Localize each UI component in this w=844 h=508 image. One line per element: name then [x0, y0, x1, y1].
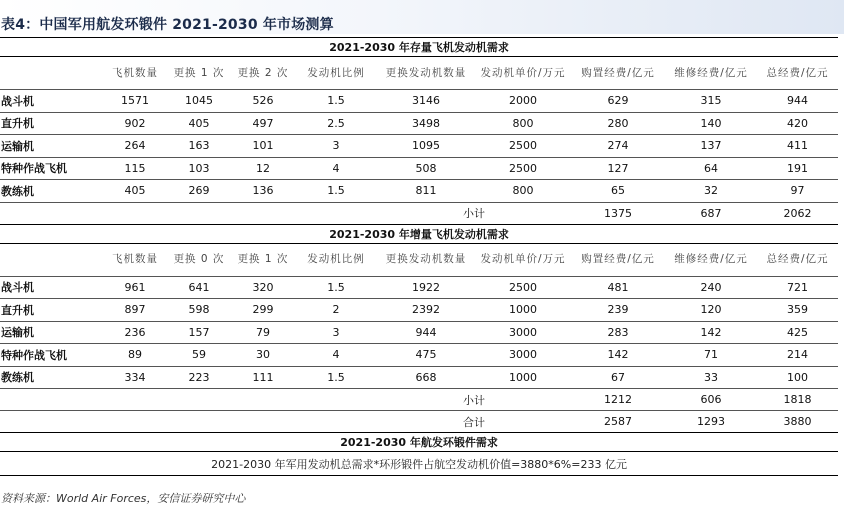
table-cell: 89	[103, 344, 167, 367]
row-label: 教练机	[0, 366, 103, 389]
section-title-row	[0, 433, 838, 452]
table-cell: 163	[167, 135, 231, 158]
table-cell: 497	[231, 112, 295, 135]
header-row	[0, 243, 838, 276]
subtotal-row	[0, 202, 838, 224]
table-cell: 334	[103, 366, 167, 389]
table-cell: 944	[757, 90, 838, 113]
column-header: 维修经费/亿元	[674, 253, 748, 265]
table-cell: 3	[295, 135, 377, 158]
column-header: 总经费/亿元	[766, 66, 829, 79]
table-cell: 30	[231, 344, 295, 367]
table-cell: 1.5	[295, 366, 377, 389]
table-cell: 2000	[475, 90, 571, 113]
row-label: 运输机	[0, 321, 103, 344]
table-cell: 1922	[377, 276, 475, 299]
table-cell: 1000	[475, 299, 571, 322]
table-title: 表4：中国军用航发环锻件 2021-2030 年市场测算	[1, 17, 334, 33]
column-header: 更换发动机数量	[385, 66, 467, 79]
table-cell: 425	[757, 321, 838, 344]
blank-cell	[0, 389, 377, 411]
table-cell: 721	[757, 276, 838, 299]
table-cell: 115	[103, 157, 167, 180]
subtotal-row	[0, 389, 838, 411]
table-cell: 359	[757, 299, 838, 322]
table-cell: 1571	[103, 90, 167, 113]
table-cell: 320	[231, 276, 295, 299]
table-cell: 264	[103, 135, 167, 158]
table-cell: 2500	[475, 135, 571, 158]
header-row	[0, 57, 838, 90]
subtotal-purchase: 1212	[571, 389, 665, 411]
row-label: 直升机	[0, 299, 103, 322]
table-cell: 142	[571, 344, 665, 367]
column-header: 总经费/亿元	[766, 253, 829, 265]
table-cell: 897	[103, 299, 167, 322]
section-title: 2021-2030 年航发环锻件需求	[0, 433, 838, 452]
table-cell: 3000	[475, 321, 571, 344]
section-title-row	[0, 224, 838, 243]
column-header: 更换 1 次	[237, 253, 289, 265]
table-cell: 71	[665, 344, 757, 367]
table-cell: 4	[295, 344, 377, 367]
table-cell: 4	[295, 157, 377, 180]
table-cell: 136	[231, 180, 295, 203]
table-cell: 12	[231, 157, 295, 180]
table-row	[0, 157, 838, 180]
table-row	[0, 112, 838, 135]
section-title: 2021-2030 年存量飞机发动机需求	[0, 38, 838, 57]
table-cell: 629	[571, 90, 665, 113]
column-header: 发动机单价/万元	[480, 66, 566, 79]
column-header: 购置经费/亿元	[581, 253, 655, 265]
table-cell: 120	[665, 299, 757, 322]
table-cell: 405	[103, 180, 167, 203]
table-cell: 67	[571, 366, 665, 389]
table-cell: 811	[377, 180, 475, 203]
table-cell: 274	[571, 135, 665, 158]
column-header: 飞机数量	[112, 66, 158, 79]
table-row	[0, 366, 838, 389]
table-cell: 405	[167, 112, 231, 135]
blank-cell	[0, 202, 377, 224]
table-cell: 902	[103, 112, 167, 135]
table-cell: 142	[665, 321, 757, 344]
table-cell: 64	[665, 157, 757, 180]
table-cell: 668	[377, 366, 475, 389]
table-cell: 100	[757, 366, 838, 389]
subtotal-repair: 606	[665, 389, 757, 411]
table-row	[0, 135, 838, 158]
table-cell: 191	[757, 157, 838, 180]
column-header: 更换发动机数量	[385, 253, 467, 265]
subtotal-total: 1818	[757, 389, 838, 411]
table-cell: 280	[571, 112, 665, 135]
row-label: 教练机	[0, 180, 103, 203]
table-row	[0, 90, 838, 113]
table-cell: 2.5	[295, 112, 377, 135]
table-cell: 1.5	[295, 180, 377, 203]
total-row	[0, 411, 838, 433]
table-cell: 2392	[377, 299, 475, 322]
table-cell: 240	[665, 276, 757, 299]
table-cell: 223	[167, 366, 231, 389]
table-cell: 3000	[475, 344, 571, 367]
table-cell: 2	[295, 299, 377, 322]
subtotal-total: 2062	[757, 202, 838, 224]
table-cell: 3498	[377, 112, 475, 135]
column-header: 发动机比例	[307, 253, 365, 265]
table-cell: 2500	[475, 276, 571, 299]
table-cell: 239	[571, 299, 665, 322]
column-header: 发动机单价/万元	[480, 253, 566, 265]
table-cell: 481	[571, 276, 665, 299]
row-label: 战斗机	[0, 276, 103, 299]
ring-forging-note: 2021-2030 年军用发动机总需求*环形锻件占航空发动机价值=3880*6%=233 亿元	[0, 452, 838, 476]
total-purchase: 2587	[571, 411, 665, 433]
table-cell: 1045	[167, 90, 231, 113]
table-cell: 598	[167, 299, 231, 322]
row-label: 战斗机	[0, 90, 103, 113]
column-header: 更换 0 次	[173, 253, 225, 265]
table-cell: 157	[167, 321, 231, 344]
table-cell: 127	[571, 157, 665, 180]
table-cell: 79	[231, 321, 295, 344]
table-cell: 97	[757, 180, 838, 203]
table-cell: 1000	[475, 366, 571, 389]
table-cell: 299	[231, 299, 295, 322]
subtotal-purchase: 1375	[571, 202, 665, 224]
column-header: 维修经费/亿元	[674, 66, 748, 79]
table-row	[0, 299, 838, 322]
table-cell: 140	[665, 112, 757, 135]
table-cell: 411	[757, 135, 838, 158]
total-total: 3880	[757, 411, 838, 433]
table-cell: 33	[665, 366, 757, 389]
table-cell: 961	[103, 276, 167, 299]
row-label: 特种作战飞机	[0, 157, 103, 180]
table-cell: 944	[377, 321, 475, 344]
table-cell: 65	[571, 180, 665, 203]
table-cell: 137	[665, 135, 757, 158]
section-title: 2021-2030 年增量飞机发动机需求	[0, 224, 838, 243]
table-cell: 526	[231, 90, 295, 113]
table-cell: 59	[167, 344, 231, 367]
table-cell: 800	[475, 180, 571, 203]
table-cell: 508	[377, 157, 475, 180]
table-cell: 641	[167, 276, 231, 299]
row-label: 运输机	[0, 135, 103, 158]
section-title-row	[0, 38, 838, 57]
table-cell: 101	[231, 135, 295, 158]
subtotal-label: 小计	[377, 389, 571, 411]
table-cell: 3146	[377, 90, 475, 113]
subtotal-label: 小计	[377, 202, 571, 224]
market-estimate-table	[0, 37, 838, 476]
table-cell: 1.5	[295, 90, 377, 113]
table-row	[0, 180, 838, 203]
column-header: 购置经费/亿元	[581, 66, 655, 79]
table-cell: 3	[295, 321, 377, 344]
note-row	[0, 452, 838, 476]
table-cell: 800	[475, 112, 571, 135]
table-row	[0, 344, 838, 367]
table-cell: 1.5	[295, 276, 377, 299]
table-cell: 1095	[377, 135, 475, 158]
table-cell: 214	[757, 344, 838, 367]
row-label: 特种作战飞机	[0, 344, 103, 367]
table-cell: 420	[757, 112, 838, 135]
column-header: 飞机数量	[112, 253, 158, 265]
column-header	[0, 243, 103, 276]
table-cell: 111	[231, 366, 295, 389]
column-header: 发动机比例	[307, 66, 365, 79]
table-row	[0, 276, 838, 299]
table-cell: 283	[571, 321, 665, 344]
blank-cell	[0, 411, 377, 433]
subtotal-repair: 687	[665, 202, 757, 224]
table-cell: 269	[167, 180, 231, 203]
table-cell: 315	[665, 90, 757, 113]
table-row	[0, 321, 838, 344]
table-cell: 103	[167, 157, 231, 180]
table-cell: 2500	[475, 157, 571, 180]
table-cell: 32	[665, 180, 757, 203]
source-note: 资料来源：World Air Forces，安信证券研究中心	[1, 492, 246, 505]
table-cell: 475	[377, 344, 475, 367]
column-header	[0, 57, 103, 90]
column-header: 更换 1 次	[173, 66, 225, 79]
total-repair: 1293	[665, 411, 757, 433]
total-label: 合计	[377, 411, 571, 433]
table-cell: 236	[103, 321, 167, 344]
row-label: 直升机	[0, 112, 103, 135]
column-header: 更换 2 次	[237, 66, 289, 79]
